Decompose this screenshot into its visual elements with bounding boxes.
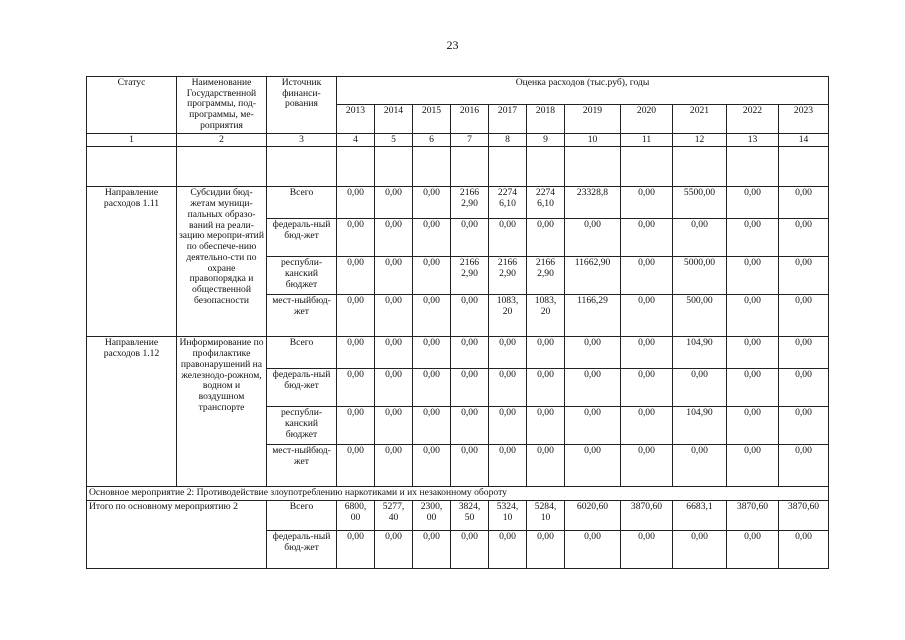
column-number: 3 [267,133,337,147]
value-cell: 5324, 10 [489,501,527,531]
source-cell: Всего [267,501,337,531]
value-cell: 0,00 [413,369,451,407]
value-cell: 1166,29 [565,295,621,337]
value-cell: 0,00 [451,369,489,407]
empty-cell [527,147,565,187]
column-number: 5 [375,133,413,147]
value-cell: 0,00 [375,407,413,445]
value-cell: 0,00 [489,337,527,369]
value-cell: 0,00 [337,445,375,487]
value-cell: 2166 2,90 [489,257,527,295]
value-cell: 0,00 [621,407,673,445]
header-year: 2021 [673,105,727,133]
empty-cell [621,147,673,187]
value-cell: 5500,00 [673,187,727,219]
value-cell: 104,90 [673,407,727,445]
value-cell: 0,00 [413,219,451,257]
value-cell: 11662,90 [565,257,621,295]
value-cell: 0,00 [565,219,621,257]
empty-cell [177,147,267,187]
header-year: 2017 [489,105,527,133]
value-cell: 0,00 [621,337,673,369]
value-cell: 0,00 [375,257,413,295]
value-cell: 0,00 [565,337,621,369]
value-cell: 6800, 00 [337,501,375,531]
value-cell: 0,00 [489,219,527,257]
value-cell: 0,00 [727,407,779,445]
value-cell: 0,00 [673,369,727,407]
column-number: 14 [779,133,829,147]
value-cell: 0,00 [451,531,489,569]
header-status: Статус [87,77,177,134]
budget-table [86,76,829,569]
value-cell: 0,00 [527,531,565,569]
value-cell: 0,00 [527,407,565,445]
value-cell: 0,00 [375,219,413,257]
value-cell: 0,00 [451,295,489,337]
value-cell: 0,00 [413,337,451,369]
value-cell: 0,00 [727,295,779,337]
value-cell: 5284, 10 [527,501,565,531]
value-cell: 0,00 [375,337,413,369]
column-number: 1 [87,133,177,147]
value-cell: 0,00 [489,531,527,569]
value-cell: 0,00 [451,219,489,257]
header-year: 2020 [621,105,673,133]
value-cell: 0,00 [779,295,829,337]
header-year: 2015 [413,105,451,133]
empty-row [87,147,829,187]
value-cell: 0,00 [779,445,829,487]
source-cell: Всего [267,337,337,369]
value-cell: 0,00 [727,369,779,407]
value-cell: 0,00 [727,219,779,257]
source-cell: федераль-ный бюд-жет [267,531,337,569]
status-cell: Направление расходов 1.12 [87,337,177,487]
value-cell: 500,00 [673,295,727,337]
value-cell: 5277, 40 [375,501,413,531]
empty-cell [779,147,829,187]
column-number: 10 [565,133,621,147]
empty-cell [375,147,413,187]
value-cell: 0,00 [727,445,779,487]
column-number: 9 [527,133,565,147]
value-cell: 2274 6,10 [489,187,527,219]
source-cell: мест-ныйбюд-жет [267,445,337,487]
value-cell: 0,00 [337,257,375,295]
value-cell: 0,00 [527,337,565,369]
table-row [87,501,829,531]
column-number: 12 [673,133,727,147]
header-year: 2019 [565,105,621,133]
source-cell: республи-канский бюджет [267,407,337,445]
value-cell: 3870,60 [621,501,673,531]
value-cell: 0,00 [779,407,829,445]
header-name: Наименование Государственной программы, под-программы, ме-роприятия [177,77,267,134]
value-cell: 0,00 [413,187,451,219]
header-year: 2018 [527,105,565,133]
source-cell: Всего [267,187,337,219]
value-cell: 0,00 [451,407,489,445]
value-cell: 23328,8 [565,187,621,219]
value-cell: 104,90 [673,337,727,369]
column-number: 4 [337,133,375,147]
value-cell: 0,00 [489,369,527,407]
empty-cell [337,147,375,187]
value-cell: 0,00 [489,445,527,487]
value-cell: 0,00 [779,531,829,569]
value-cell: 0,00 [727,531,779,569]
page-number: 23 [446,38,459,52]
header-row [87,77,829,105]
column-numbers-row [87,133,829,147]
main-event-row [87,487,829,501]
name-cell: Информирование по профилактике правонарушений на железнодо-рожном, водном и воздушном транспорте [177,337,267,487]
header-source: Источник финанси-рования [267,77,337,134]
value-cell: 2166 2,90 [451,257,489,295]
value-cell: 0,00 [375,295,413,337]
value-cell: 0,00 [337,295,375,337]
value-cell: 5000,00 [673,257,727,295]
empty-cell [565,147,621,187]
value-cell: 0,00 [727,187,779,219]
value-cell: 0,00 [413,407,451,445]
empty-cell [727,147,779,187]
value-cell: 0,00 [337,187,375,219]
value-cell: 6683,1 [673,501,727,531]
value-cell: 0,00 [621,369,673,407]
header-estimate: Оценка расходов (тыс.руб), годы [337,77,829,105]
value-cell: 0,00 [413,295,451,337]
header-year: 2013 [337,105,375,133]
header-year: 2014 [375,105,413,133]
value-cell: 0,00 [337,219,375,257]
value-cell: 2166 2,90 [527,257,565,295]
name-cell: Субсидии бюд-жетам муници-пальных образо-ваний на реали-зацию меропри-ятий по обеспече-нию деятельно-сти по охране правопорядка и общественной безопасности [177,187,267,337]
value-cell: 2274 6,10 [527,187,565,219]
value-cell: 0,00 [413,531,451,569]
column-number: 13 [727,133,779,147]
value-cell: 0,00 [451,337,489,369]
value-cell: 0,00 [337,369,375,407]
header-year: 2022 [727,105,779,133]
source-cell: федераль-ный бюд-жет [267,219,337,257]
value-cell: 3870,60 [727,501,779,531]
header-year: 2023 [779,105,829,133]
value-cell: 0,00 [779,337,829,369]
value-cell: 0,00 [565,531,621,569]
value-cell: 0,00 [621,445,673,487]
value-cell: 1083, 20 [527,295,565,337]
value-cell: 0,00 [779,257,829,295]
column-number: 8 [489,133,527,147]
value-cell: 0,00 [375,369,413,407]
value-cell: 0,00 [337,337,375,369]
empty-cell [87,147,177,187]
value-cell: 0,00 [727,337,779,369]
value-cell: 0,00 [673,531,727,569]
value-cell: 3870,60 [779,501,829,531]
table-row [87,187,829,219]
value-cell: 6020,60 [565,501,621,531]
value-cell: 0,00 [565,369,621,407]
value-cell: 0,00 [337,407,375,445]
value-cell: 0,00 [489,407,527,445]
source-cell: федераль-ный бюд-жет [267,369,337,407]
total-label: Итого по основному мероприятию 2 [87,501,267,569]
source-cell: мест-ныйбюд-жет [267,295,337,337]
value-cell: 2300, 00 [413,501,451,531]
value-cell: 0,00 [779,369,829,407]
header-year: 2016 [451,105,489,133]
empty-cell [267,147,337,187]
value-cell: 0,00 [451,445,489,487]
value-cell: 0,00 [527,219,565,257]
empty-cell [489,147,527,187]
value-cell: 0,00 [413,445,451,487]
value-cell: 3824, 50 [451,501,489,531]
value-cell: 0,00 [565,445,621,487]
value-cell: 0,00 [621,219,673,257]
empty-cell [451,147,489,187]
value-cell: 0,00 [375,187,413,219]
value-cell: 0,00 [779,187,829,219]
value-cell: 2166 2,90 [451,187,489,219]
column-number: 11 [621,133,673,147]
value-cell: 0,00 [727,257,779,295]
empty-cell [413,147,451,187]
value-cell: 0,00 [413,257,451,295]
value-cell: 0,00 [621,187,673,219]
column-number: 6 [413,133,451,147]
value-cell: 0,00 [621,295,673,337]
column-number: 7 [451,133,489,147]
source-cell: республи-канский бюджет [267,257,337,295]
status-cell: Направление расходов 1.11 [87,187,177,337]
table-row [87,337,829,369]
value-cell: 0,00 [375,531,413,569]
value-cell: 0,00 [673,445,727,487]
value-cell: 0,00 [375,445,413,487]
empty-cell [673,147,727,187]
value-cell: 0,00 [527,369,565,407]
value-cell: 0,00 [337,531,375,569]
value-cell: 0,00 [779,219,829,257]
value-cell: 0,00 [621,257,673,295]
value-cell: 0,00 [673,219,727,257]
main-event-title: Основное мероприятие 2: Противодействие злоупотреблению наркотиками и их незаконному обороту [87,487,829,501]
value-cell: 0,00 [565,407,621,445]
value-cell: 0,00 [527,445,565,487]
value-cell: 0,00 [621,531,673,569]
value-cell: 1083, 20 [489,295,527,337]
column-number: 2 [177,133,267,147]
